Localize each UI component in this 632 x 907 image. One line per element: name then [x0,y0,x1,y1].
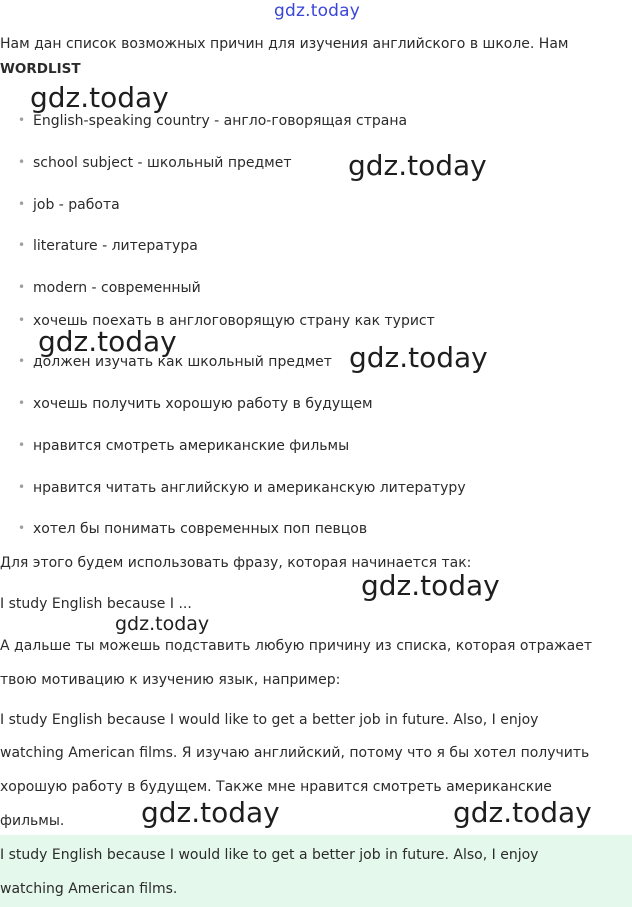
phrase-start: I study English because I ... [0,596,192,612]
watermark: gdz.today [348,149,487,182]
example-line: хорошую работу в будущем. Также мне нравится смотреть американские [0,779,552,795]
explain-line: твою мотивацию к изучению язык, например: [0,672,341,688]
watermark: gdz.today [141,796,280,829]
answer-line: watching American films. [0,881,178,897]
watermark: gdz.today [349,341,488,374]
watermark: gdz.today [453,796,592,829]
watermark-top: gdz.today [274,1,361,21]
intro-text: Нам дан список возможных причин для изучения английского в школе. Нам [0,36,569,52]
wordlist-heading: WORDLIST [0,61,81,77]
example-line: watching American films. Я изучаю английский, потому что я бы хотел получить [0,745,590,761]
phrase-intro: Для этого будем использовать фразу, которая начинается так: [0,555,472,571]
answer-box [0,835,632,907]
explain-line: А дальше ты можешь подставить любую причину из списка, которая отражает [0,638,593,654]
example-line: I study English because I would like to get a better job in future. Also, I enjoy [0,712,539,728]
watermark: gdz.today [361,569,500,602]
example-line: фильмы. [0,813,65,829]
watermark: gdz.today [30,81,169,114]
watermark: gdz.today [38,325,177,358]
watermark: gdz.today [115,613,210,635]
answer-line: I study English because I would like to get a better job in future. Also, I enjoy [0,847,539,863]
